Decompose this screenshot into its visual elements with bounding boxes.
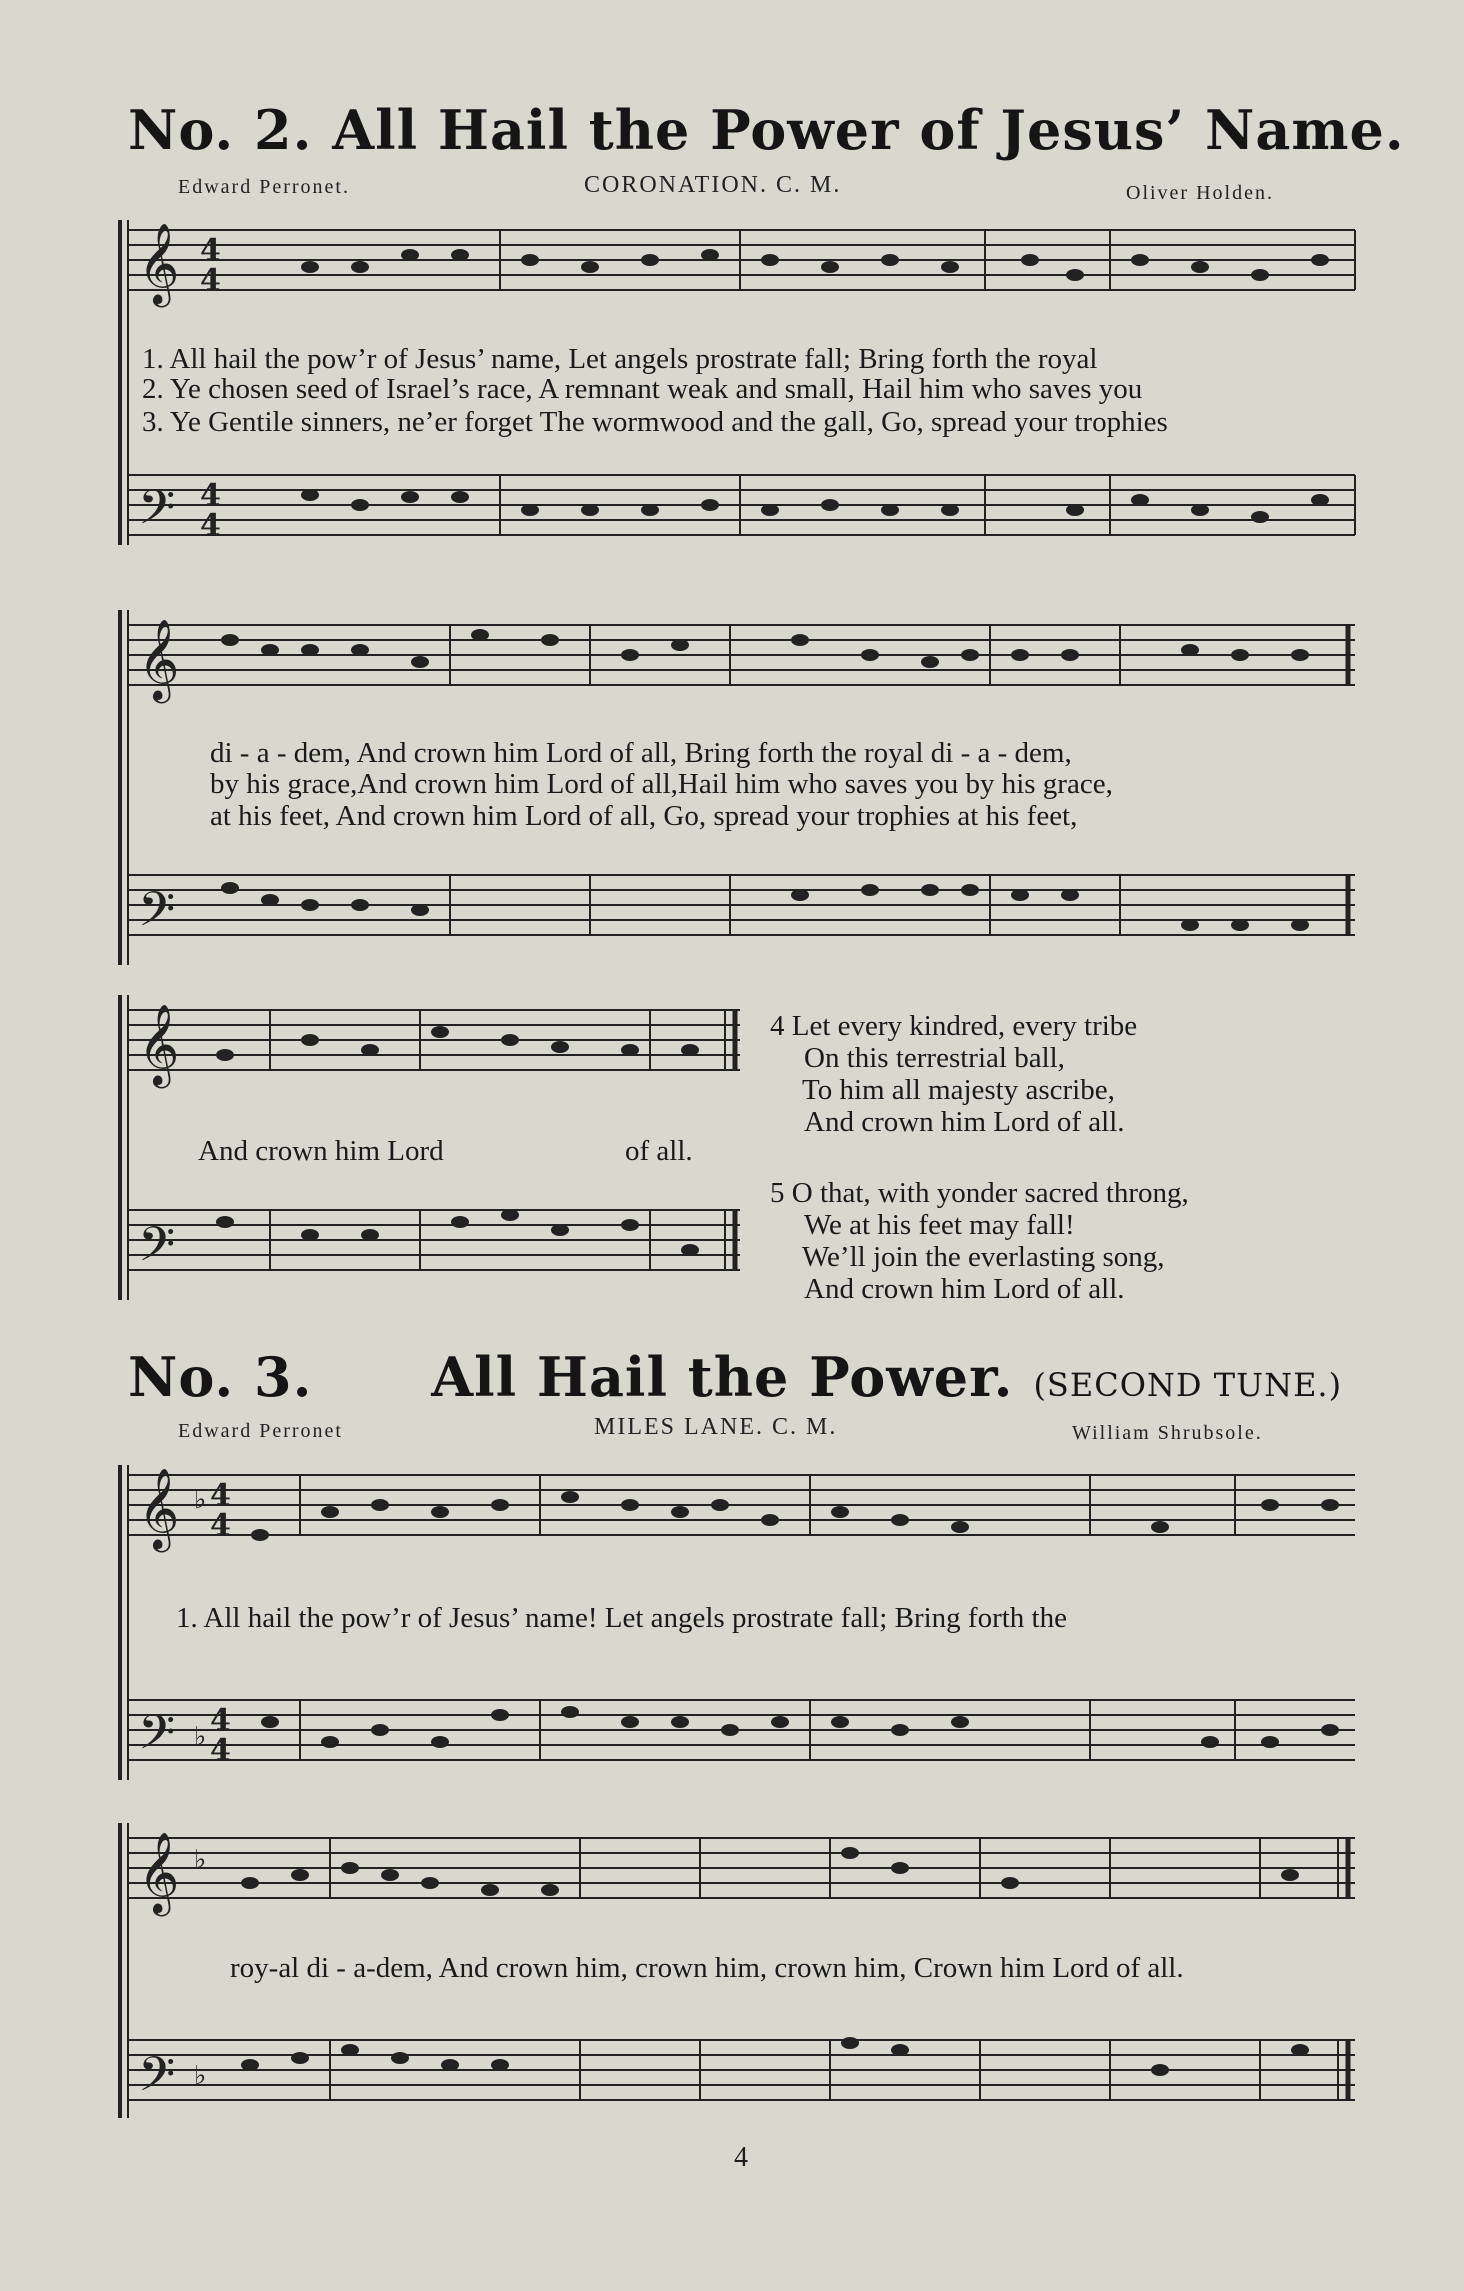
hymn2-refrain-lyric-end: of all. xyxy=(625,1135,693,1167)
svg-text:4: 4 xyxy=(210,1508,231,1543)
stanza5-line3: We’ll join the everlasting song, xyxy=(802,1241,1165,1273)
hymn2-verse1-line2: di - a - dem, And crown him Lord of all, Bring forth the royal di - a - dem, xyxy=(210,737,1072,769)
svg-text:♭: ♭ xyxy=(194,1845,207,1875)
svg-text:𝄢: 𝄢 xyxy=(138,2046,176,2114)
svg-text:𝄞: 𝄞 xyxy=(138,1003,180,1085)
hymn3-verse1-line2: roy-al di - a-dem, And crown him, crown him, crown him, Crown him Lord of all. xyxy=(230,1952,1184,1984)
svg-text:𝄢: 𝄢 xyxy=(138,1704,176,1772)
svg-text:𝄞: 𝄞 xyxy=(138,1831,180,1913)
hymn2-tune: CORONATION. C. M. xyxy=(584,172,842,198)
svg-text:𝄢: 𝄢 xyxy=(138,479,176,547)
svg-text:4: 4 xyxy=(200,508,221,543)
svg-text:4: 4 xyxy=(210,1703,231,1738)
hymn2-stanza4 xyxy=(770,1010,1137,1138)
hymn2-verse3-line2: at his feet, And crown him Lord of all, Go, spread your trophies at his feet, xyxy=(210,800,1078,832)
stanza4-line3: To him all majesty ascribe, xyxy=(802,1074,1115,1106)
svg-text:𝄢: 𝄢 xyxy=(138,1216,176,1284)
stanza5-line2: We at his feet may fall! xyxy=(804,1209,1075,1241)
hymn2-author: Edward Perronet. xyxy=(178,176,350,198)
hymn2-verse2-line2: by his grace,And crown him Lord of all,Hail him who saves you by his grace, xyxy=(210,768,1113,800)
hymn3-subtitle: (SECOND TUNE.) xyxy=(1033,1366,1343,1404)
stanza4-line4: And crown him Lord of all. xyxy=(804,1106,1125,1138)
hymn3-composer: William Shrubsole. xyxy=(1072,1422,1263,1444)
hymn2-title: No. 2. All Hail the Power of Jesus’ Name. xyxy=(128,98,1405,162)
svg-text:4: 4 xyxy=(200,263,221,298)
svg-text:𝄢: 𝄢 xyxy=(138,881,176,949)
svg-text:𝄞: 𝄞 xyxy=(138,618,180,700)
svg-text:♭: ♭ xyxy=(194,1485,207,1515)
stanza5-line4: And crown him Lord of all. xyxy=(804,1273,1125,1305)
svg-text:𝄞: 𝄞 xyxy=(138,222,180,304)
hymn3-title-text: No. 3. All Hail the Power. xyxy=(128,1345,1014,1409)
page-number: 4 xyxy=(734,2142,748,2173)
hymn3-author: Edward Perronet xyxy=(178,1420,343,1442)
hymn2-verse1-line1: 1. All hail the pow’r of Jesus’ name, Let angels prostrate fall; Bring forth the royal xyxy=(142,343,1098,375)
stanza4-line1: 4 Let every kindred, every tribe xyxy=(770,1010,1138,1042)
svg-text:4: 4 xyxy=(210,1733,231,1768)
stanza5-line1: 5 O that, with yonder sacred throng, xyxy=(770,1177,1189,1209)
hymn3-verse1-line1: 1. All hail the pow’r of Jesus’ name! Let angels prostrate fall; Bring forth the xyxy=(176,1602,1067,1634)
svg-text:4: 4 xyxy=(210,1478,231,1513)
svg-text:♭: ♭ xyxy=(194,1722,207,1752)
hymn2-refrain-lyric: And crown him Lord xyxy=(198,1135,444,1167)
hymn3-tune: MILES LANE. C. M. xyxy=(594,1414,838,1440)
hymn3-title xyxy=(128,1345,1342,1409)
svg-text:4: 4 xyxy=(200,478,221,513)
hymn2-stanza5 xyxy=(770,1177,1189,1305)
hymn2-composer: Oliver Holden. xyxy=(1126,182,1274,204)
hymn2-verse2-line1: 2. Ye chosen seed of Israel’s race, A remnant weak and small, Hail him who saves you xyxy=(142,373,1143,405)
svg-text:4: 4 xyxy=(200,233,221,268)
svg-text:♭: ♭ xyxy=(194,2061,207,2091)
hymn2-verse3-line1: 3. Ye Gentile sinners, ne’er forget The wormwood and the gall, Go, spread your trophies xyxy=(142,406,1168,438)
svg-text:𝄞: 𝄞 xyxy=(138,1467,180,1549)
stanza4-line2: On this terrestrial ball, xyxy=(804,1042,1065,1074)
